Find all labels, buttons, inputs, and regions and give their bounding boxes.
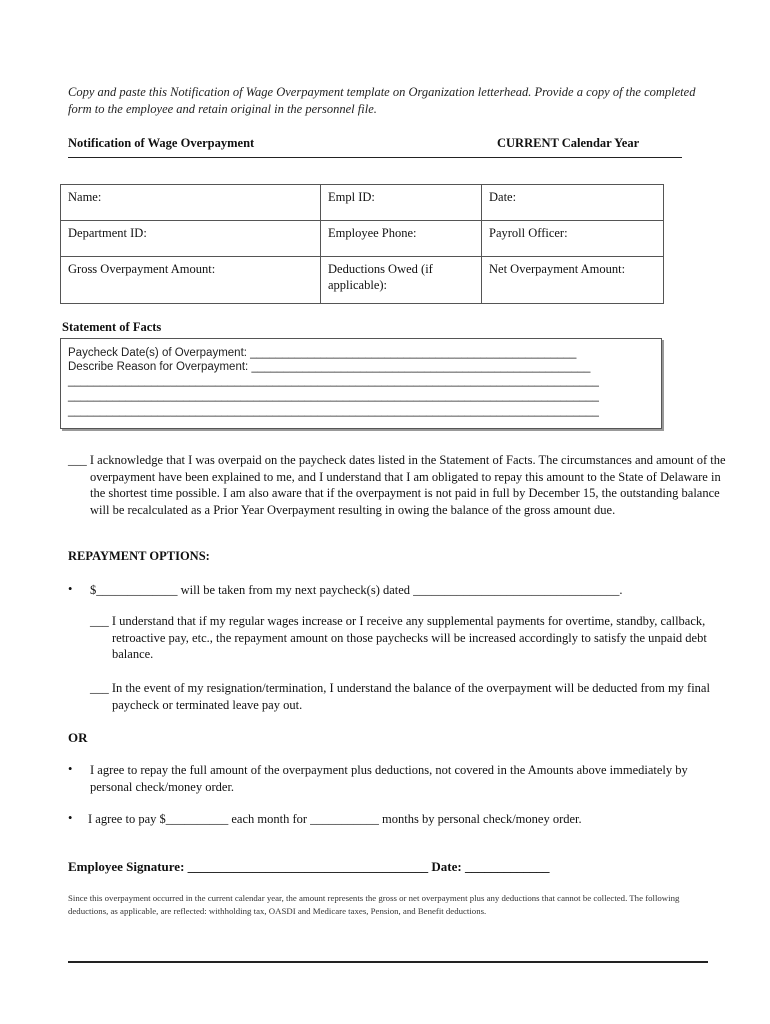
empl-id-field[interactable]: Empl ID:: [321, 185, 482, 221]
bullet-icon: •: [68, 582, 73, 596]
payroll-officer-field[interactable]: Payroll Officer:: [482, 221, 664, 257]
footnote: Since this overpayment occurred in the current calendar year, the amount represents the gross or net overpayment plus any deductions that cannot be collected. The following deductions, as applicable, are reflected: withholding tax, OASDI and Medicare taxes, Pension, and Benefit deductions.: [68, 893, 680, 916]
acknowledgement-paragraph: ___ I acknowledge that I was overpaid on the paycheck dates listed in the Statement of Facts. The circumstances and amount of the overpayment have been explained to me, and I understand that I am obligated to repay this amount to the State of Delaware in the shortest time possible. I am also aware that if the overpayment is not paid in full by December 15, the outstanding balance will be recalculated as a Prior Year Overpayment resulting in owing the balance of the gross amount due.: [68, 453, 726, 517]
department-id-field[interactable]: Department ID:: [61, 221, 321, 257]
info-row: [61, 221, 664, 257]
wage-increase-acknowledgement[interactable]: ___ I understand that if my regular wages increase or I receive any supplemental payments for overtime, standby, callback, retroactive pay, etc., the repayment amount on those paychecks will be increased accordingly to satisfy the unpaid debt balance.: [90, 614, 707, 661]
statement-of-facts-title: Statement of Facts: [62, 320, 162, 334]
deductions-owed-field[interactable]: Deductions Owed (if applicable):: [321, 257, 482, 304]
reason-continuation-line[interactable]: ___________________________________________________________________________________: [68, 375, 599, 387]
reason-input[interactable]: Describe Reason for Overpayment: _____________________________________________________: [68, 361, 591, 373]
payroll-deduction-option[interactable]: $_____________ will be taken from my next paycheck(s) dated _________________________________.: [90, 583, 623, 597]
gross-overpayment-field[interactable]: Gross Overpayment Amount:: [61, 257, 321, 304]
info-row: [61, 185, 664, 221]
intro-instructions: Copy and paste this Notification of Wage Overpayment template on Organization letterhead. Provide a copy of the completed form to the employee and retain original in the personnel file.: [68, 85, 696, 116]
full-repayment-option[interactable]: I agree to repay the full amount of the overpayment plus deductions, not covered in the Amounts above immediately by personal check/money order.: [90, 763, 688, 794]
reason-continuation-line[interactable]: ___________________________________________________________________________________: [68, 390, 599, 402]
bullet-icon: •: [68, 762, 73, 776]
repayment-options-title: REPAYMENT OPTIONS:: [68, 549, 210, 563]
bullet-icon: •: [68, 811, 73, 825]
form-title: Notification of Wage Overpayment: [68, 136, 255, 150]
or-separator: OR: [68, 730, 88, 745]
termination-acknowledgement[interactable]: ___ In the event of my resignation/termination, I understand the balance of the overpayment will be deducted from my final paycheck or terminated leave pay out.: [90, 681, 710, 712]
employee-signature-line[interactable]: Employee Signature: _____________________________________ Date: _____________: [68, 859, 550, 874]
statement-of-facts-box: [60, 338, 662, 429]
paycheck-dates-input[interactable]: Paycheck Date(s) of Overpayment: ___________________________________________________: [68, 347, 577, 359]
monthly-payment-option[interactable]: I agree to pay $__________ each month for ___________ months by personal check/money order.: [88, 812, 582, 826]
calendar-year-label: CURRENT Calendar Year: [497, 136, 640, 150]
employee-phone-field[interactable]: Employee Phone:: [321, 221, 482, 257]
bottom-rule: [68, 961, 708, 963]
info-row: [61, 257, 664, 304]
net-overpayment-field[interactable]: Net Overpayment Amount:: [482, 257, 664, 304]
header-rule: [68, 157, 682, 158]
employee-info-table: [60, 184, 664, 304]
name-field[interactable]: Name:: [61, 185, 321, 221]
reason-continuation-line[interactable]: ___________________________________________________________________________________: [68, 405, 599, 417]
date-field[interactable]: Date:: [482, 185, 664, 221]
